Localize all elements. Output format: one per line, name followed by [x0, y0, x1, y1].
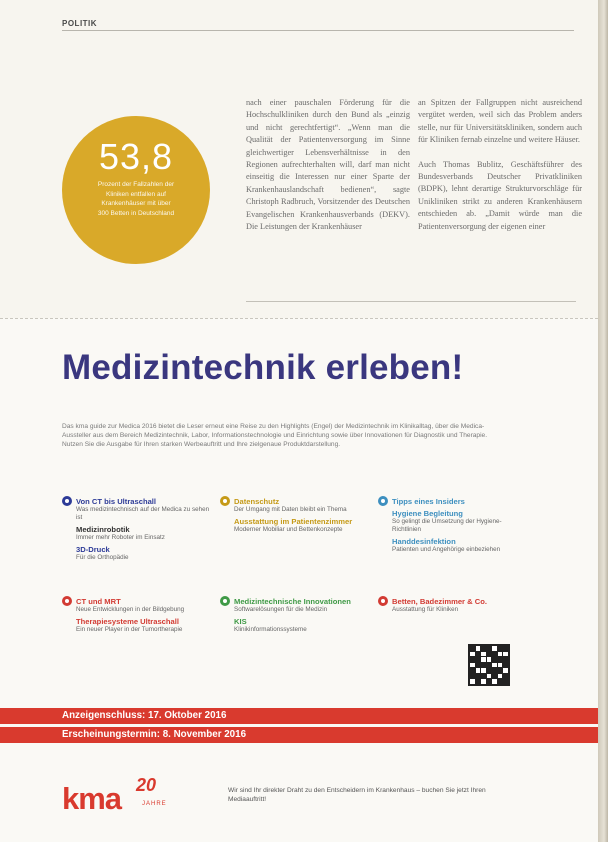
bullet-icon	[220, 496, 230, 506]
ad-tagline: Wir sind Ihr direkter Draht zu den Entscheidern im Krankenhaus – buchen Sie jetzt Ihren Mediaauftritt!	[228, 787, 486, 803]
ad-top-border	[0, 318, 598, 319]
article-column-2	[418, 97, 582, 245]
stat-circle	[62, 116, 210, 264]
article-paragraph: nach einer pauschalen Förderung für die Hochschulkliniken durch den Bund als „einzig und nicht gerechtfertigt“. „Wenn man die Qualität der Patientenversorgung im Sinne gleichwertiger Lebensverhältnisse in den Regionen aufrechterhalten will, darf man nicht einseitig die Interessen nur einer Sparte der Krankenhauslandschaft bedienen“, sagte Christoph Radbruch, Vorsitzender des Deutschen Evangelischen Krankenhausverbands (DEKV). Die Leistungen der Krankenhäuser	[246, 98, 410, 232]
article-paragraph: Auch Thomas Bublitz, Geschäftsführer des Bundesverbands Deutscher Privatkliniken (BDPK), lehnt derartige Strukturvorschläge für Unikliniken strikt zu anderen Krankenhäusern entschieden ab. „Damit würde man die Patientenversorgung der eigenen einer	[418, 159, 582, 231]
header-rule	[62, 30, 574, 31]
page-edge	[598, 0, 608, 842]
deadline-banner: Anzeigenschluss: 17. Oktober 2016	[0, 708, 598, 724]
bullet-icon	[220, 596, 230, 606]
publication-banner: Erscheinungstermin: 8. November 2016	[0, 727, 598, 743]
bullet-icon	[378, 496, 388, 506]
stat-description: Prozent der Fallzahlen der Kliniken entfallen auf Krankenhäuser mit über 300 Betten in Deutschland	[97, 181, 175, 217]
article-paragraph: an Spitzen der Fallgruppen nicht ausreichend vergütet werden, weil sich das Problem anders stelle, nur für Universitätskliniken, sondern auch für Kliniken fernab einzelne und weitere Häuser.	[418, 98, 582, 145]
ad-intro: Das kma guide zur Medica 2016 bietet die Leser erneut eine Reise zu den Highlights (Engel) der Medizintechnik im Klinikalltag, über die Medica-Aussteller aus dem Bereich Medizintechnik, Labor, Informationstechnologie und Einrichtung sowie über Innovationen für Diagnostik und Therapie. Nutzen Sie die Ausgabe für Ihren starken Werbeauftritt und Ihre zielgenaue Produktdarstellung.	[62, 423, 488, 449]
topic-betten: Betten, Badezimmer & Co. Ausstattung für Kliniken	[378, 596, 528, 614]
bullet-icon	[62, 496, 72, 506]
topic-grid	[62, 496, 532, 686]
article-column-1	[246, 97, 410, 245]
stat-value: 53,8	[98, 136, 174, 177]
article-end-rule	[246, 301, 576, 302]
topic-ct-mrt: CT und MRT Neue Entwicklungen in der Bildgebung Therapiesysteme Ultraschall Ein neuer Player in der Tumortherapie	[62, 596, 212, 634]
topic-innovationen: Medizintechnische Innovationen Softwarelösungen für die Medizin KIS Klinikinformationssysteme	[220, 596, 370, 634]
topic-datenschutz: Datenschutz Der Umgang mit Daten bleibt ein Thema Ausstattung im Patientenzimmer Moderner Mobiliar und Bettenkonzepte	[220, 496, 370, 534]
qr-code-icon[interactable]	[468, 644, 510, 686]
ad-headline: Medizintechnik erleben!	[62, 348, 464, 387]
bullet-icon	[378, 596, 388, 606]
bullet-icon	[62, 596, 72, 606]
topic-tipps: Tipps eines Insiders Hygiene Begleitung So gelingt die Umsetzung der Hygiene-Richtlinien Handdesinfektion Patienten und Angehörige einbeziehen	[378, 496, 528, 554]
section-label: POLITIK	[62, 19, 98, 28]
topic-ct-ultraschall: Von CT bis Ultraschall Was medizintechnisch auf der Medica zu sehen ist Medizinrobotik Immer mehr Roboter im Einsatz 3D-Druck Für die Orthopädie	[62, 496, 212, 562]
kma-logo: kma 20 JAHRE	[62, 775, 167, 816]
